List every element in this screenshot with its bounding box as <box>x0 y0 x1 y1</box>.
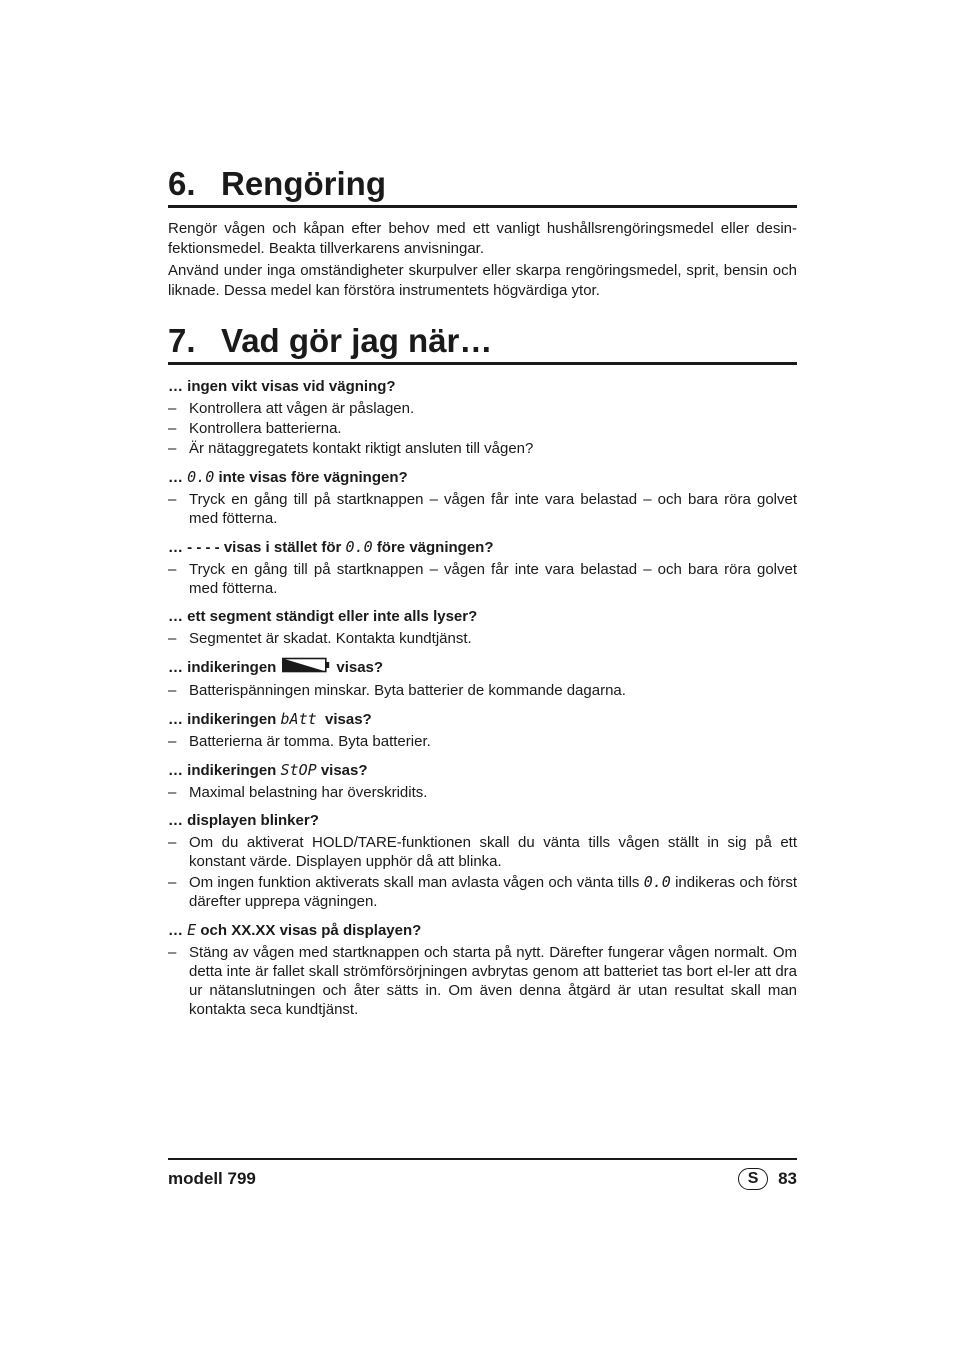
footer-right <box>738 1168 797 1190</box>
list-item: – Om du aktiverat HOLD/TARE-funktionen skall du vänta tills vågen ställt in sig på ett konstant värde. Displayen upphör då att blinka. <box>168 834 797 870</box>
list-item: – Om ingen funktion aktiverats skall man avlasta vågen och vänta tills 0.0 indikeras och först därefter upprepa vägningen. <box>168 873 798 910</box>
battery-low-icon <box>282 657 330 679</box>
segment-display-stop: StOP <box>280 761 317 779</box>
question-batt-indicator: … indikeringen bAtt visas? <box>168 710 372 728</box>
page-number: 83 <box>778 1169 797 1188</box>
list-item: – Tryck en gång till på startknappen – vågen får inte vara belastad – och bara röra golvet med fötterna. <box>168 561 797 597</box>
section-7-title: Vad gör jag när… <box>221 322 493 359</box>
question-battery-indicator: … indikeringen visas? <box>168 657 797 679</box>
question-stop-indicator: … indikeringen StOP visas? <box>168 761 368 779</box>
list-item: – Segmentet är skadat. Kontakta kundtjänst. <box>168 630 472 647</box>
question-segment: … ett segment ständigt eller inte alls lyser? <box>168 608 478 625</box>
question-display-blinks: … displayen blinker? <box>168 812 319 829</box>
section-6-paragraph-1: Rengör vågen och kåpan efter behov med ett vanligt hushållsrengöringsmedel eller desin-fektionsmedel. Beakta tillverkarens anvisningar. <box>168 220 797 257</box>
section-6-number: 6. <box>168 165 196 202</box>
list-item: – Är nätaggregatets kontakt riktigt ansluten till vågen? <box>168 440 534 457</box>
question-zero-not-shown: … 0.0 inte visas före vägningen? <box>168 468 408 486</box>
segment-display-batt: bAtt <box>280 710 317 728</box>
section-7-heading <box>168 323 797 365</box>
language-badge: S <box>738 1168 768 1190</box>
segment-display-zero: 0.0 <box>345 538 373 556</box>
section-6-title: Rengöring <box>221 165 386 202</box>
list-item: – Kontrollera att vågen är påslagen. <box>168 400 415 417</box>
list-item: – Stäng av vågen med startknappen och starta på nytt. Därefter fungerar vågen normalt. Om detta inte är fallet skall strömförsörjningen avbrytas genom att batteriet tas bort el-ler att dra ur nätanslutningen och åter sätts in. Om även denna åtgärd är utan resultat skall man kontakta seca kundtjänst. <box>168 944 797 1018</box>
list-item: – Batterispänningen minskar. Byta batterier de kommande dagarna. <box>168 682 626 699</box>
segment-display-error: E <box>187 921 197 939</box>
segment-display-zero: 0.0 <box>643 873 671 891</box>
list-item: – Tryck en gång till på startknappen – vågen får inte vara belastad – och bara röra golvet med fötterna. <box>168 491 797 527</box>
section-6-heading <box>168 166 797 208</box>
section-6-paragraph-2: Använd under inga omständigheter skurpulver eller skarpa rengöringsmedel, sprit, bensin och liknade. Dessa medel kan förstöra instrumentets högvärdiga ytor. <box>168 262 797 299</box>
question-no-weight: … ingen vikt visas vid vägning? <box>168 378 396 395</box>
question-dashes-shown: … - - - - visas i stället för 0.0 före vägningen? <box>168 538 494 556</box>
list-item: – Maximal belastning har överskridits. <box>168 784 428 801</box>
list-item: – Batterierna är tomma. Byta batterier. <box>168 733 431 750</box>
list-item: – Kontrollera batterierna. <box>168 420 342 437</box>
question-error-shown: … E och XX.XX visas på displayen? <box>168 921 422 939</box>
model-name: modell 799 <box>168 1169 256 1188</box>
page <box>168 0 797 1019</box>
section-7-number: 7. <box>168 322 196 359</box>
segment-display-zero: 0.0 <box>187 468 215 486</box>
page-footer <box>168 1158 797 1188</box>
